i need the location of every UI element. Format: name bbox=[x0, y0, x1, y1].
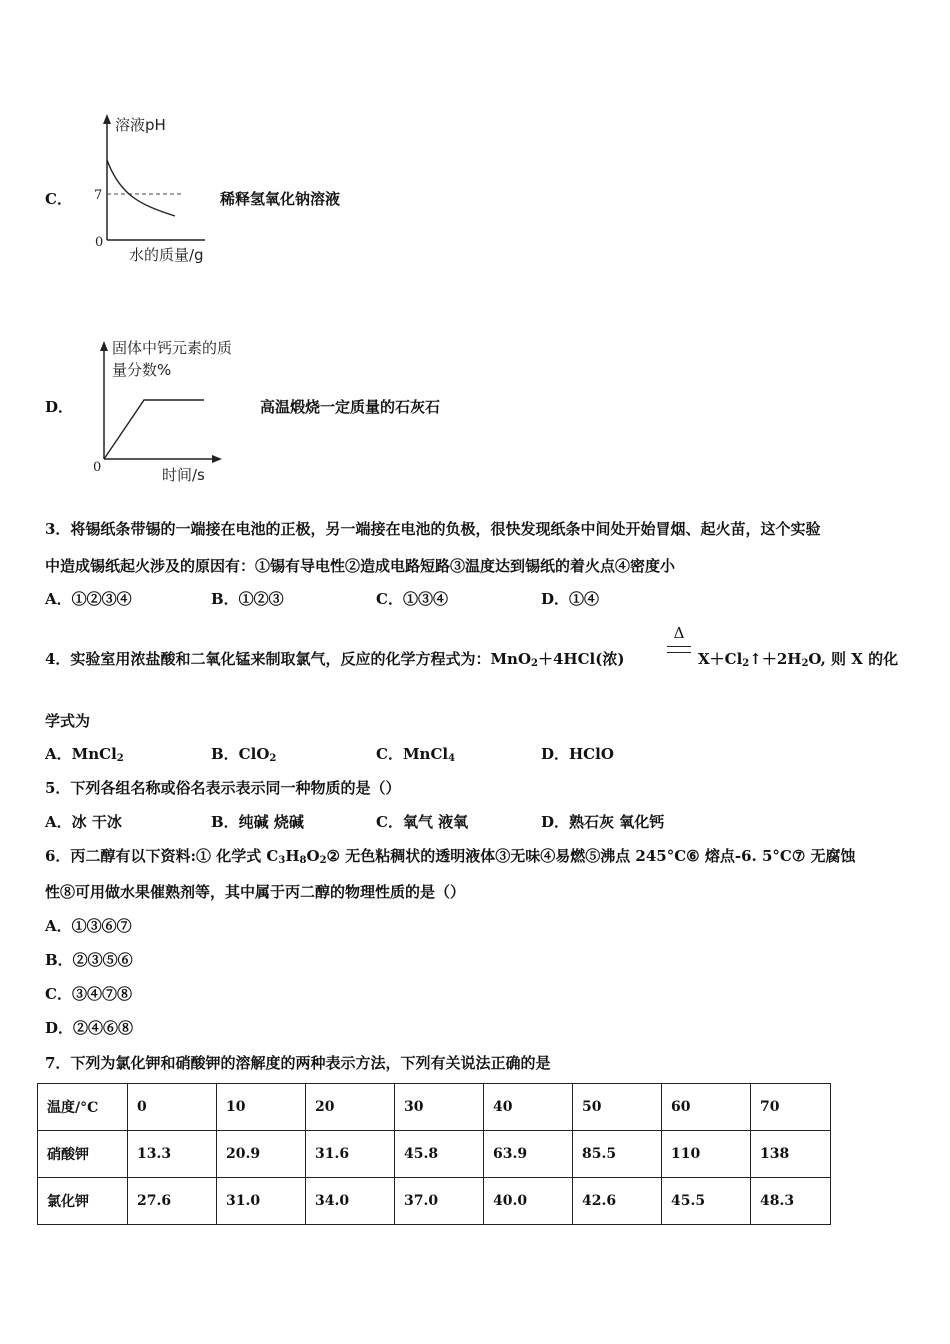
graph-c-ylabel: 溶液pH bbox=[115, 116, 166, 134]
q6-option-d: D．②④⑥⑧ bbox=[45, 1019, 134, 1037]
ph-dilution-graph bbox=[85, 110, 225, 270]
table-cell: 138 bbox=[751, 1131, 831, 1178]
ph-curve bbox=[107, 160, 175, 216]
graph-c-tick-7: 7 bbox=[94, 188, 103, 203]
graph-d-ylabel-1: 固体中钙元素的质 bbox=[112, 339, 233, 357]
table-cell: 60 bbox=[662, 1084, 751, 1131]
table-cell: 27.6 bbox=[128, 1178, 217, 1225]
table-cell: 42.6 bbox=[573, 1178, 662, 1225]
graph-d-origin: 0 bbox=[93, 460, 102, 475]
option-c-description: 稀释氢氧化钠溶液 bbox=[220, 190, 341, 208]
q6-stem-line1: 6．丙二醇有以下资料:① 化学式 $C_3H_8O_2②$ 无色粘稠状的透明液体③无味④易燃⑤沸点 245°C⑥ 熔点-6. 5°C⑦ 无腐蚀 bbox=[45, 847, 856, 866]
table-cell: 30 bbox=[395, 1084, 484, 1131]
option-d-description: 高温煅烧一定质量的石灰石 bbox=[260, 398, 441, 416]
q6-option-a: A．①③⑥⑦ bbox=[45, 917, 132, 935]
q4-option-a: A．MnCl$_2$ bbox=[45, 745, 124, 764]
q7-stem: 7．下列为氯化钾和硝酸钾的溶解度的两种表示方法，下列有关说法正确的是 bbox=[45, 1054, 551, 1072]
q3-option-a: A．①②③④ bbox=[45, 590, 132, 608]
q5-stem: 5．下列各组名称或俗名表示表示同一种物质的是（） bbox=[45, 779, 401, 797]
q3-stem-line1: 3．将锡纸条带锡的一端接在电池的正极，另一端接在电池的负极，很快发现纸条中间处开始冒烟、起火苗，这个实验 bbox=[45, 520, 821, 538]
table-cell: 氯化钾 bbox=[38, 1178, 128, 1225]
calcium-line bbox=[104, 400, 204, 459]
q6-option-c: C．③④⑦⑧ bbox=[45, 985, 132, 1003]
table-cell: 温度/°C bbox=[38, 1084, 128, 1131]
option-d-label: D． bbox=[45, 398, 74, 416]
graph-c-xlabel: 水的质量/g bbox=[129, 246, 204, 264]
table-row bbox=[38, 1131, 831, 1178]
q5-option-d: D．熟石灰 氧化钙 bbox=[541, 813, 665, 831]
calcium-fraction-graph bbox=[88, 333, 268, 488]
q3-option-c: C．①③④ bbox=[376, 590, 448, 608]
q5-option-c: C．氧气 液氧 bbox=[376, 813, 469, 831]
solubility-table bbox=[37, 1083, 831, 1225]
q6-stem-line2: 性⑧可用做水果催熟剂等，其中属于丙二醇的物理性质的是（） bbox=[45, 883, 466, 901]
q3-option-d: D．①④ bbox=[541, 590, 600, 608]
y-axis-arrow bbox=[103, 114, 111, 124]
table-header-row bbox=[38, 1084, 831, 1131]
graph-d-xlabel: 时间/s bbox=[162, 466, 205, 484]
q4-option-b: B．ClO$_2$ bbox=[211, 745, 277, 764]
x-axis-arrow bbox=[212, 455, 222, 463]
table-cell: 31.0 bbox=[217, 1178, 306, 1225]
q3-stem-line2: 中造成锡纸起火涉及的原因有：①锡有导电性②造成电路短路③温度达到锡纸的着火点④密度小 bbox=[45, 557, 676, 575]
table-cell: 10 bbox=[217, 1084, 306, 1131]
table-cell: 37.0 bbox=[395, 1178, 484, 1225]
q4-option-c: C．MnCl$_4$ bbox=[376, 745, 456, 764]
table-cell: 20.9 bbox=[217, 1131, 306, 1178]
table-cell: 50 bbox=[573, 1084, 662, 1131]
table-cell: 110 bbox=[662, 1131, 751, 1178]
table-cell: 45.5 bbox=[662, 1178, 751, 1225]
y-axis-arrow bbox=[100, 341, 108, 351]
table-cell: 40 bbox=[484, 1084, 573, 1131]
table-cell: 70 bbox=[751, 1084, 831, 1131]
graph-d-ylabel-2: 量分数% bbox=[112, 361, 172, 379]
option-c-label: C． bbox=[45, 190, 72, 208]
q4-equation-products: $X+Cl_2↑+2H_2O$, 则 X 的化 bbox=[698, 650, 899, 669]
table-cell: 40.0 bbox=[484, 1178, 573, 1225]
table-cell: 0 bbox=[128, 1084, 217, 1131]
q4-stem-line1: 4．实验室用浓盐酸和二氧化锰来制取氯气，反应的化学方程式为：MnO$_2$＋4HCl(浓) bbox=[45, 650, 625, 669]
equals-sign bbox=[667, 646, 691, 653]
table-cell: 20 bbox=[306, 1084, 395, 1131]
table-cell: 31.6 bbox=[306, 1131, 395, 1178]
q5-option-a: A．冰 干冰 bbox=[45, 813, 122, 831]
table-cell: 45.8 bbox=[395, 1131, 484, 1178]
q5-option-b: B．纯碱 烧碱 bbox=[211, 813, 304, 831]
table-cell: 13.3 bbox=[128, 1131, 217, 1178]
reaction-condition: Δ bbox=[673, 624, 685, 642]
table-cell: 63.9 bbox=[484, 1131, 573, 1178]
q4-option-d: D．HClO bbox=[541, 745, 614, 763]
q6-option-b: B．②③⑤⑥ bbox=[45, 951, 133, 969]
table-cell: 硝酸钾 bbox=[38, 1131, 128, 1178]
q3-option-b: B．①②③ bbox=[211, 590, 284, 608]
table-cell: 85.5 bbox=[573, 1131, 662, 1178]
graph-c-origin: 0 bbox=[95, 235, 104, 250]
table-cell: 34.0 bbox=[306, 1178, 395, 1225]
table-cell: 48.3 bbox=[751, 1178, 831, 1225]
q4-stem-line2: 学式为 bbox=[45, 712, 91, 730]
table-row bbox=[38, 1178, 831, 1225]
